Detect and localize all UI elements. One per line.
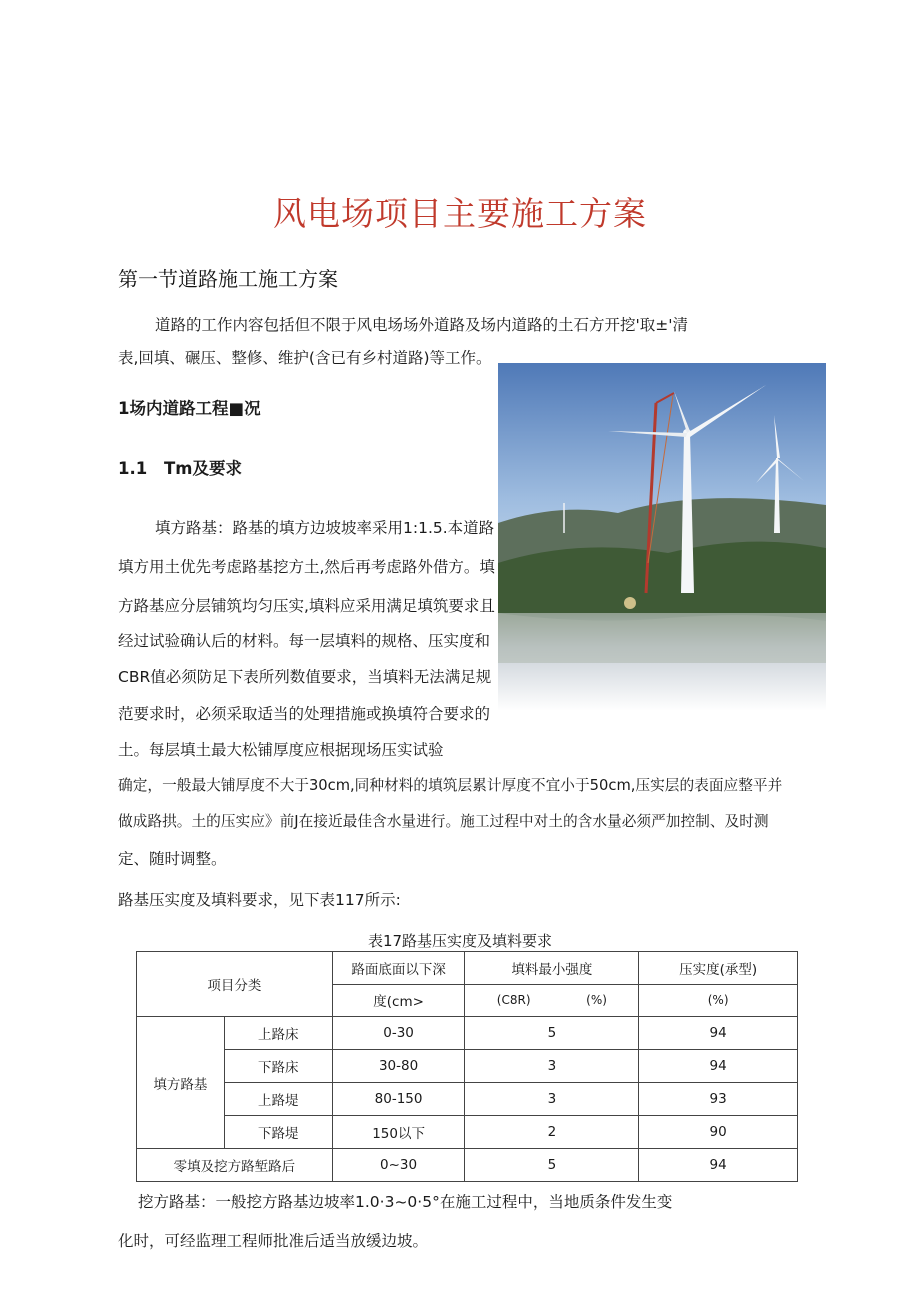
- fill-paragraph-line-7: 土。每层填土最大松铺厚度应根据现场压实试验: [118, 741, 444, 759]
- row-name: 上路床: [224, 1017, 332, 1050]
- table-row: [137, 1050, 798, 1083]
- row-compaction: 94: [639, 1149, 798, 1182]
- row-name: 上路堤: [224, 1083, 332, 1116]
- fill-paragraph-line-3: 方路基应分层铺筑均匀压实,填料应采用满足填筑要求且: [118, 597, 495, 615]
- header-strength-1: 填料最小强度: [465, 952, 639, 985]
- row-name: 下路堤: [224, 1116, 332, 1149]
- row-depth: 80-150: [332, 1083, 465, 1116]
- heading-1-1: [118, 455, 242, 479]
- cut-paragraph-line-2: 化时，可经监理工程师批准后适当放缓边坡。: [118, 1232, 429, 1250]
- row-depth: 150以下: [332, 1116, 465, 1149]
- fill-paragraph-line-2: 填方用土优先考虑路基挖方土,然后再考虑路外借方。填: [118, 558, 495, 576]
- intro-paragraph-line-1: 道路的工作内容包括但不限于风电场场外道路及场内道路的土石方开挖'取±'清: [155, 316, 689, 334]
- header-strength-2a: (C8R): [496, 993, 531, 1008]
- table-reference: 路基压实度及填料要求，见下表117所示:: [118, 891, 401, 909]
- fill-paragraph-line-6: 范要求时，必须采取适当的处理措施或换填符合要求的: [118, 705, 491, 723]
- document-title: 风电场项目主要施工方案: [273, 194, 647, 233]
- header-depth-1: 路面底面以下深: [332, 952, 465, 985]
- row-strength: 3: [465, 1083, 639, 1116]
- row-depth: 0~30: [332, 1149, 465, 1182]
- row-compaction: 93: [639, 1083, 798, 1116]
- row-name: 零填及挖方路堑路后: [137, 1149, 333, 1182]
- fill-paragraph-line-5: CBR值必须防足下表所列数值要求，当填料无法满足规: [118, 668, 492, 686]
- table-row: [137, 1116, 798, 1149]
- full-paragraph-line-1: 确定，一般最大铺厚度不大于30cm,同种材料的填筑层累计厚度不宜小于50cm,压实层的表面应整平并: [118, 777, 783, 794]
- heading-1-1-number: 1.1: [118, 459, 148, 478]
- header-depth-2: 度(cm>: [332, 984, 465, 1017]
- wind-turbine-photo: [498, 363, 826, 711]
- row-compaction: 94: [639, 1050, 798, 1083]
- heading-1: 1场内道路工程■况: [118, 399, 261, 418]
- table-row: [137, 1083, 798, 1116]
- header-compaction-1: 压实度(承型): [639, 952, 798, 985]
- full-paragraph-line-3: 定、随时调整。: [118, 850, 227, 868]
- row-strength: 5: [465, 1017, 639, 1050]
- row-depth: 0-30: [332, 1017, 465, 1050]
- full-paragraph-line-2: 做成路拱。土的压实应》前J在接近最佳含水量进行。施工过程中对土的含水量必须严加控制、及时测: [118, 813, 769, 830]
- row-depth: 30-80: [332, 1050, 465, 1083]
- row-name: 下路床: [224, 1050, 332, 1083]
- section-heading: 第一节道路施工施工方案: [118, 267, 338, 291]
- fill-paragraph-line-4: 经过试验确认后的材料。每一层填料的规格、压实度和: [118, 632, 491, 650]
- row-strength: 3: [465, 1050, 639, 1083]
- header-category: 项目分类: [137, 952, 333, 1017]
- table-caption: 表17路基压实度及填料要求: [367, 932, 553, 950]
- row-compaction: 94: [639, 1017, 798, 1050]
- compaction-table: [136, 951, 798, 1182]
- row-strength: 2: [465, 1116, 639, 1149]
- heading-1-1-text: Tm及要求: [164, 459, 242, 478]
- intro-paragraph-line-2: 表,回填、碾压、整修、维护(含已有乡村道路)等工作。: [118, 349, 492, 367]
- header-strength-2: [465, 984, 639, 1017]
- table-row: [137, 1149, 798, 1182]
- header-compaction-2: (%): [639, 984, 798, 1017]
- group-label: 填方路基: [137, 1017, 225, 1149]
- cut-paragraph-line-1: 挖方路基：一般挖方路基边坡率1.0·3~0·5°在施工过程中，当地质条件发生变: [138, 1193, 673, 1211]
- header-strength-2b: (%): [586, 993, 607, 1008]
- fill-paragraph-line-1: 填方路基：路基的填方边坡坡率采用1:1.5.本道路: [155, 519, 495, 537]
- row-compaction: 90: [639, 1116, 798, 1149]
- row-strength: 5: [465, 1149, 639, 1182]
- table-row: [137, 1017, 798, 1050]
